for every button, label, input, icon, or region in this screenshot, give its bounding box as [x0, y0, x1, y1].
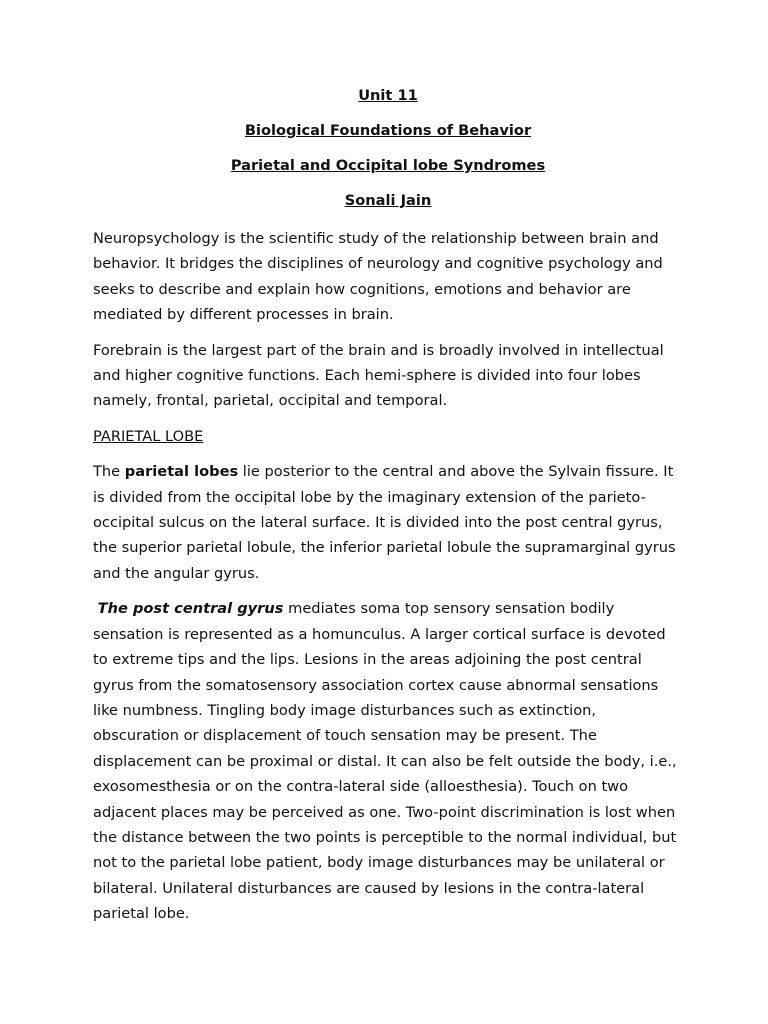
course-heading: Biological Foundations of Behavior: [244, 122, 532, 139]
document-page: [93, 86, 683, 937]
postcentral-paragraph: [93, 596, 683, 926]
postcentral-term: The post central gyrus: [97, 600, 284, 618]
postcentral-body-text: mediates soma top sensory sensation bodily sensation is represented as a homunculus. A larger cortical surface is devoted to extreme tips and the lips. Lesions in the areas adjoining the post central gyrus from the somatosensory association cortex cause abnormal sensations like numbness. Tingling body image disturbances such as extinction, obscuration or displacement of touch sensation may be present. The displacement can be proximal or distal. It can also be felt outside the body, i.e., exosomesthesia or on the contra-lateral side (alloesthesia). Touch on two adjacent places may be perceived as one. Two-point discrimination is lost when the distance between the two points is perceptible to the normal individual, but not to the parietal lobe patient, body image disturbances may be unilateral or bilateral. Unilateral disturbances are caused by lesions in the contra-lateral parietal lobe.: [93, 600, 677, 923]
intro-paragraph: Neuropsychology is the scientific study of the relationship between brain and behavior. It bridges the disciplines of neurology and cognitive psychology and seeks to describe and explain how cognitions, emotions and behavior are mediated by different processes in brain.: [93, 230, 663, 324]
parietal-paragraph: [93, 459, 683, 586]
topic-heading: Parietal and Occipital lobe Syndromes: [230, 157, 546, 174]
section-title-parietal-lobe: PARIETAL LOBE: [93, 427, 204, 445]
parietal-lead-text: The: [93, 463, 125, 481]
author-heading: Sonali Jain: [344, 192, 432, 209]
unit-heading: Unit 11: [358, 87, 418, 104]
parietal-term: parietal lobes: [124, 463, 239, 481]
parietal-body-text: lie posterior to the central and above the Sylvain fissure. It is divided from the occipital lobe by the imaginary extension of the parieto-occipital sulcus on the lateral surface. It is divided into the post central gyrus, the superior parietal lobule, the inferior parietal lobule the supramarginal gyrus and the angular gyrus.: [93, 463, 676, 582]
forebrain-paragraph: Forebrain is the largest part of the brain and is broadly involved in intellectual and higher cognitive functions. Each hemi-sphere is divided into four lobes namely, frontal, parietal, occipital and temporal.: [93, 341, 664, 410]
